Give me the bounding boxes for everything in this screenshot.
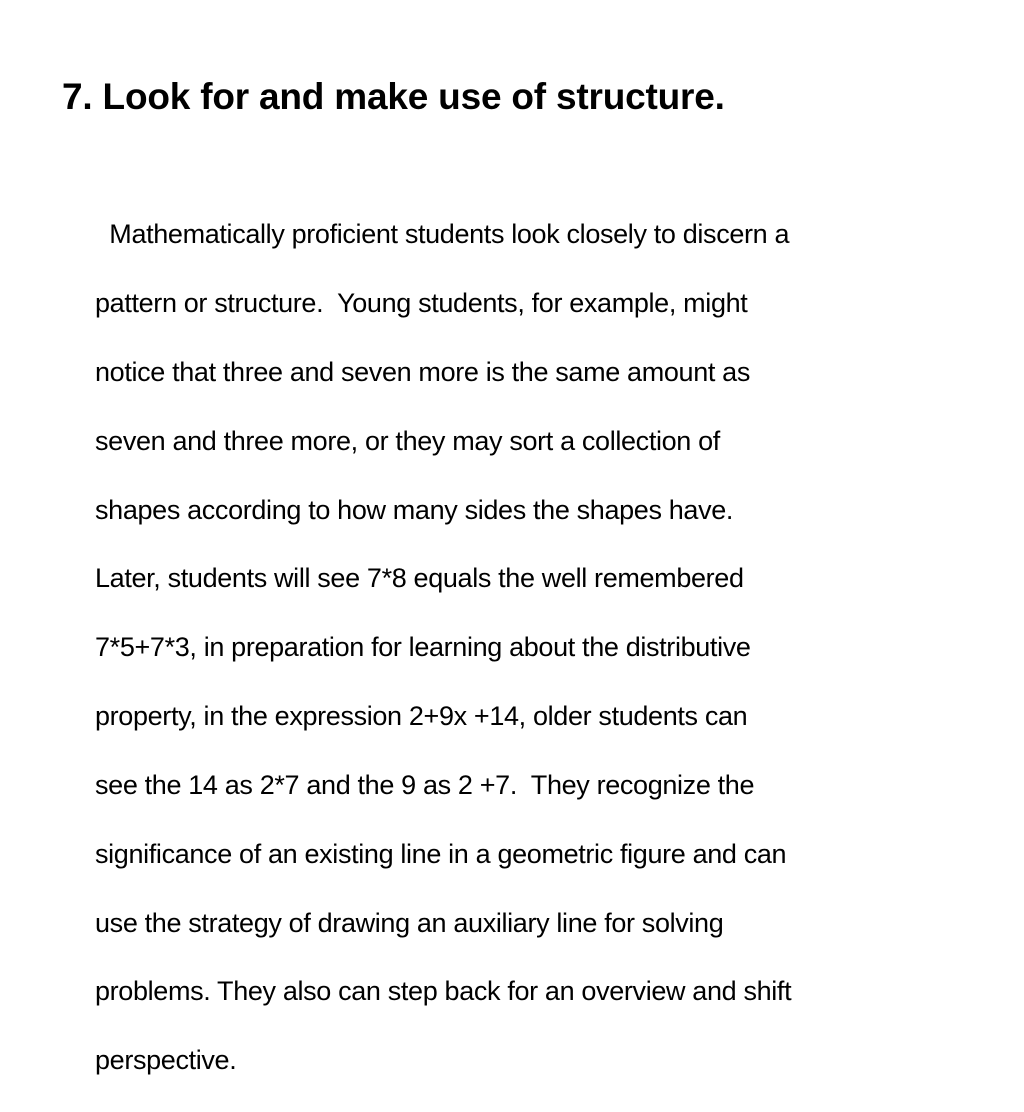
body-line: pattern or structure. Young students, for example, might	[95, 288, 748, 319]
body-line: see the 14 as 2*7 and the 9 as 2 +7. They recognize the	[95, 769, 755, 800]
body-line: seven and three more, or they may sort a collection of	[95, 425, 720, 456]
body-line: problems. They also can step back for an overview and shift	[95, 976, 792, 1007]
body-line: property, in the expression 2+9x +14, older students can	[95, 701, 748, 732]
body-line: shapes according to how many sides the shapes have.	[95, 494, 734, 525]
body-line: Later, students will see 7*8 equals the well remembered	[95, 563, 744, 594]
body-line: 7*5+7*3, in preparation for learning about the distributive	[95, 632, 751, 663]
body-line: notice that three and seven more is the same amount as	[95, 357, 750, 388]
body-line: perspective.	[95, 1045, 237, 1076]
slide-body-paragraph	[95, 183, 965, 1112]
body-line: use the strategy of drawing an auxiliary line for solving	[95, 907, 724, 938]
body-line: Mathematically proficient students look closely to discern a	[95, 219, 790, 250]
body-line: significance of an existing line in a geometric figure and can	[95, 838, 787, 869]
slide-title: 7. Look for and make use of structure.	[62, 76, 725, 117]
